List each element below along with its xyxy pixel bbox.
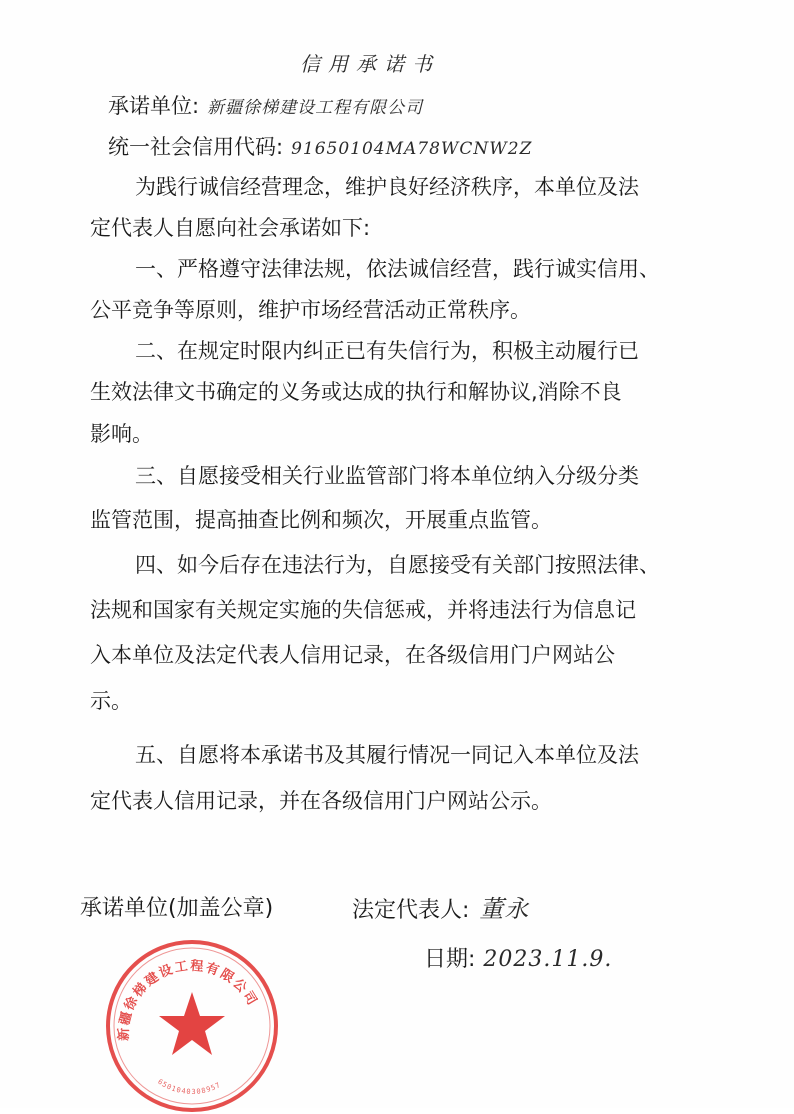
- item1-line-2: 公平竞争等原则，维护市场经营活动正常秩序。: [90, 298, 531, 322]
- item5-line-1: 五、自愿将本承诺书及其履行情况一同记入本单位及法: [135, 743, 639, 767]
- intro-line-1: 为践行诚信经营理念，维护良好经济秩序，本单位及法: [135, 175, 639, 199]
- item4-line-2: 法规和国家有关规定实施的失信惩戒，并将违法行为信息记: [90, 598, 636, 622]
- document-title: 信用承诺书: [300, 52, 440, 76]
- item3-line-2: 监管范围，提高抽查比例和频次，开展重点监管。: [90, 508, 552, 532]
- item2-line-2: 生效法律文书确定的义务或达成的执行和解协议,消除不良: [90, 380, 622, 404]
- credit-code-row: [108, 133, 532, 163]
- legal-rep-signature: 董永: [479, 895, 530, 923]
- unit-value: 新疆徐梯建设工程有限公司: [207, 98, 424, 118]
- date-label: 日期:: [424, 947, 476, 972]
- item5-line-2: 定代表人信用记录，并在各级信用门户网站公示。: [90, 789, 552, 813]
- item4-line-4: 示。: [90, 689, 132, 713]
- item4-line-1: 四、如今后存在违法行为，自愿接受有关部门按照法律、: [135, 553, 660, 577]
- intro-line-2: 定代表人自愿向社会承诺如下:: [90, 216, 371, 240]
- date-row: [424, 946, 612, 974]
- item3-line-1: 三、自愿接受相关行业监管部门将本单位纳入分级分类: [135, 464, 639, 488]
- seal-ring-text: 新疆徐梯建设工程有限公司: [116, 958, 261, 1041]
- seal-star-icon: [159, 992, 225, 1055]
- item2-line-1: 二、在规定时限内纠正已有失信行为，积极主动履行已: [135, 339, 639, 363]
- legal-rep-row: [352, 895, 529, 925]
- svg-text:6501040308957: [156, 1078, 222, 1096]
- seal-bottom-number: 6501040308957: [156, 1077, 223, 1097]
- seal-label: 承诺单位(加盖公章): [80, 896, 274, 921]
- unit-row: [108, 92, 423, 122]
- item4-line-3: 入本单位及法定代表人信用记录，在各级信用门户网站公: [90, 643, 615, 667]
- legal-rep-label: 法定代表人:: [352, 898, 470, 923]
- date-value: 2023.11.9.: [483, 947, 613, 972]
- item1-line-1: 一、严格遵守法律法规，依法诚信经营，践行诚实信用、: [135, 257, 660, 281]
- credit-code-label: 统一社会信用代码:: [108, 135, 284, 159]
- official-seal: [104, 938, 280, 1114]
- item2-line-3: 影响。: [90, 422, 153, 446]
- credit-code-value: 91650104MA78WCNW2Z: [291, 139, 533, 159]
- unit-label: 承诺单位:: [108, 94, 200, 118]
